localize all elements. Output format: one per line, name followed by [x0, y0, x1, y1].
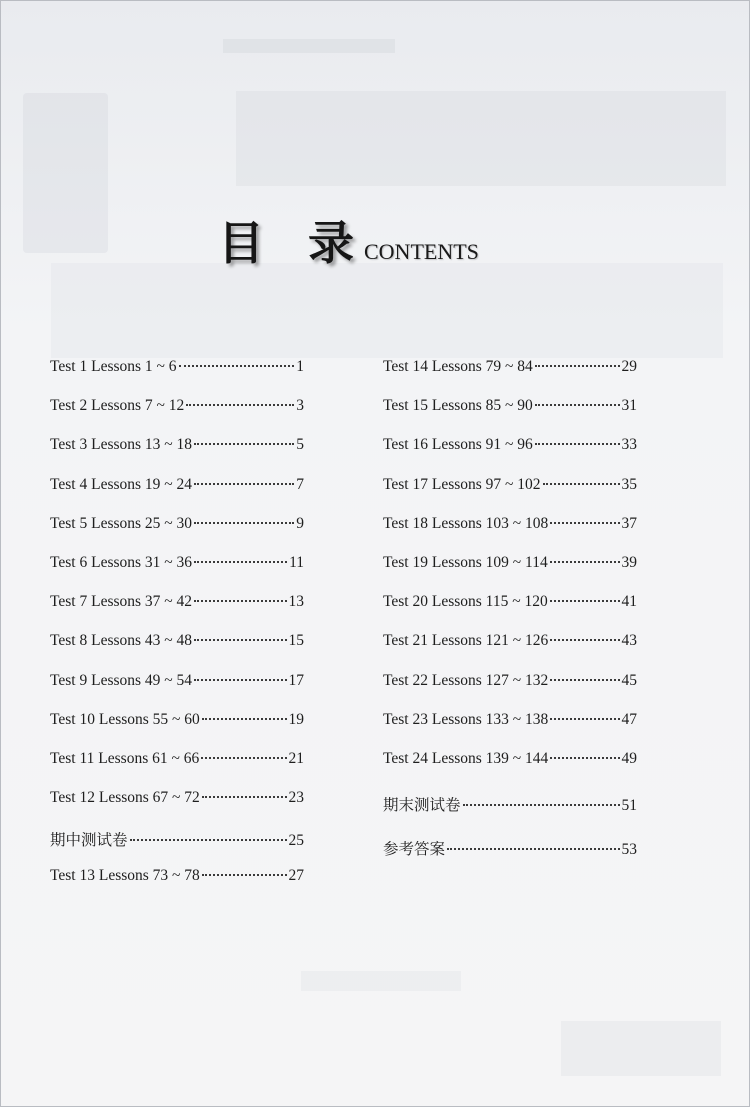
toc-entry-page-number: 1: [296, 358, 304, 375]
toc-entry-label: Test 12 Lessons 67 ~ 72: [50, 789, 200, 807]
toc-entry[interactable]: [50, 397, 304, 436]
toc-entry-page-number: 45: [621, 671, 637, 689]
toc-entry-label: Test 21 Lessons 121 ~ 126: [383, 632, 549, 650]
dot-leader: [201, 757, 286, 759]
toc-entry-label: Test 1 Lessons 1 ~ 6: [50, 358, 177, 375]
toc-entry[interactable]: [383, 789, 637, 837]
toc-entry[interactable]: [50, 789, 304, 828]
toc-entry-label: Test 16 Lessons 91 ~ 96: [383, 436, 533, 454]
toc-entry-label: Test 13 Lessons 73 ~ 78: [50, 867, 200, 885]
dot-leader: [550, 600, 620, 602]
dot-leader: [194, 522, 294, 524]
dot-leader: [550, 522, 619, 524]
toc-entry-label: Test 17 Lessons 97 ~ 102: [383, 475, 541, 493]
dot-leader: [194, 483, 294, 485]
toc-entry[interactable]: [50, 632, 304, 671]
toc-left-column: [50, 358, 304, 907]
toc-entry[interactable]: [383, 837, 637, 881]
toc-entry[interactable]: [383, 672, 637, 711]
toc-entry-label: Test 18 Lessons 103 ~ 108: [383, 514, 549, 532]
dot-leader: [535, 365, 620, 367]
dot-leader: [194, 679, 286, 681]
toc-entry-page-number: 13: [288, 593, 304, 611]
dot-leader: [194, 561, 287, 563]
toc-entry-label: Test 8 Lessons 43 ~ 48: [50, 632, 193, 650]
bleed-through-mark: [223, 39, 395, 53]
contents-heading: [218, 211, 479, 271]
toc-entry[interactable]: [383, 436, 637, 475]
dot-leader: [194, 600, 286, 602]
toc-entry-label: Test 2 Lessons 7 ~ 12: [50, 397, 185, 415]
bleed-through-mark: [23, 93, 108, 253]
toc-entry-page-number: 29: [621, 358, 637, 375]
dot-leader: [550, 757, 619, 759]
toc-entry[interactable]: [50, 711, 304, 750]
toc-entry[interactable]: [50, 436, 304, 475]
dot-leader: [550, 639, 619, 641]
toc-entry-label: Test 20 Lessons 115 ~ 120: [383, 593, 548, 611]
bleed-through-mark: [51, 263, 723, 358]
bleed-through-mark: [236, 91, 726, 186]
toc-entry-label: Test 3 Lessons 13 ~ 18: [50, 436, 193, 454]
dot-leader: [550, 718, 619, 720]
toc-entry[interactable]: [50, 476, 304, 515]
dot-leader: [535, 404, 620, 406]
toc-entry[interactable]: [50, 593, 304, 632]
toc-entry-label: Test 22 Lessons 127 ~ 132: [383, 671, 549, 689]
toc-entry-page-number: 37: [621, 514, 637, 532]
toc-entry-label: Test 6 Lessons 31 ~ 36: [50, 553, 193, 571]
toc-entry-page-number: 43: [621, 632, 637, 650]
toc-entry-page-number: 9: [296, 514, 304, 532]
toc-entry-label: 期末测试卷: [383, 797, 461, 815]
bleed-through-mark: [301, 971, 461, 991]
toc-entry-label: Test 9 Lessons 49 ~ 54: [50, 671, 193, 689]
dot-leader: [202, 874, 287, 876]
toc-entry-page-number: 23: [288, 789, 304, 807]
toc-entry-page-number: 39: [621, 553, 637, 571]
toc-entry[interactable]: [383, 750, 637, 789]
dot-leader: [543, 483, 620, 485]
toc-entry[interactable]: [50, 750, 304, 789]
toc-entry-page-number: 41: [621, 593, 637, 611]
toc-entry-page-number: 11: [289, 553, 304, 571]
toc-entry[interactable]: [50, 672, 304, 711]
dot-leader: [550, 679, 619, 681]
toc-entry[interactable]: [383, 476, 637, 515]
toc-entry-label: Test 14 Lessons 79 ~ 84: [383, 358, 533, 375]
toc-entry-page-number: 21: [288, 749, 304, 767]
toc-entry-page-number: 49: [621, 749, 637, 767]
toc-entry-label: Test 5 Lessons 25 ~ 30: [50, 514, 193, 532]
toc-entry-page-number: 53: [621, 841, 637, 859]
dot-leader: [535, 443, 620, 445]
toc-entry-label: Test 11 Lessons 61 ~ 66: [50, 749, 200, 767]
dot-leader: [179, 365, 295, 367]
dot-leader: [463, 804, 620, 806]
dot-leader: [202, 796, 287, 798]
toc-right-column: [383, 358, 637, 881]
toc-entry[interactable]: [50, 554, 304, 593]
toc-entry[interactable]: [50, 358, 304, 397]
toc-entry-label: Test 24 Lessons 139 ~ 144: [383, 749, 549, 767]
dot-leader: [186, 404, 294, 406]
toc-entry-page-number: 27: [288, 867, 304, 885]
toc-entry[interactable]: [383, 711, 637, 750]
toc-entry-page-number: 51: [621, 797, 637, 815]
bleed-through-mark: [561, 1021, 721, 1076]
dot-leader: [194, 639, 286, 641]
toc-entry-page-number: 31: [621, 397, 637, 415]
toc-entry[interactable]: [383, 397, 637, 436]
dot-leader: [447, 848, 619, 850]
toc-entry[interactable]: [383, 632, 637, 671]
heading-english: CONTENTS: [364, 239, 479, 264]
toc-entry-label: Test 4 Lessons 19 ~ 24: [50, 475, 193, 493]
heading-chinese: 目录: [218, 216, 398, 270]
toc-entry-label: Test 15 Lessons 85 ~ 90: [383, 397, 533, 415]
toc-entry[interactable]: [383, 593, 637, 632]
toc-entry-label: 期中测试卷: [50, 832, 128, 850]
dot-leader: [550, 561, 620, 563]
toc-entry-page-number: 33: [621, 436, 637, 454]
toc-entry-page-number: 17: [288, 671, 304, 689]
toc-entry-page-number: 7: [296, 475, 304, 493]
toc-entry[interactable]: [383, 515, 637, 554]
dot-leader: [194, 443, 294, 445]
toc-entry[interactable]: [50, 867, 304, 906]
toc-entry-page-number: 15: [288, 632, 304, 650]
toc-entry-page-number: 35: [621, 475, 637, 493]
toc-entry-page-number: 25: [288, 832, 304, 850]
toc-entry[interactable]: [50, 515, 304, 554]
toc-entry[interactable]: [383, 358, 637, 397]
toc-entry[interactable]: [383, 554, 637, 593]
toc-entry-label: Test 19 Lessons 109 ~ 114: [383, 553, 548, 571]
toc-entry-label: Test 23 Lessons 133 ~ 138: [383, 710, 549, 728]
toc-entry-page-number: 3: [296, 397, 304, 415]
toc-entry-page-number: 19: [288, 710, 304, 728]
dot-leader: [130, 839, 287, 841]
toc-entry[interactable]: [50, 828, 304, 867]
toc-entry-label: 参考答案: [383, 841, 446, 859]
toc-entry-label: Test 7 Lessons 37 ~ 42: [50, 593, 193, 611]
toc-entry-label: Test 10 Lessons 55 ~ 60: [50, 710, 200, 728]
toc-entry-page-number: 5: [296, 436, 304, 454]
toc-entry-page-number: 47: [621, 710, 637, 728]
dot-leader: [202, 718, 287, 720]
